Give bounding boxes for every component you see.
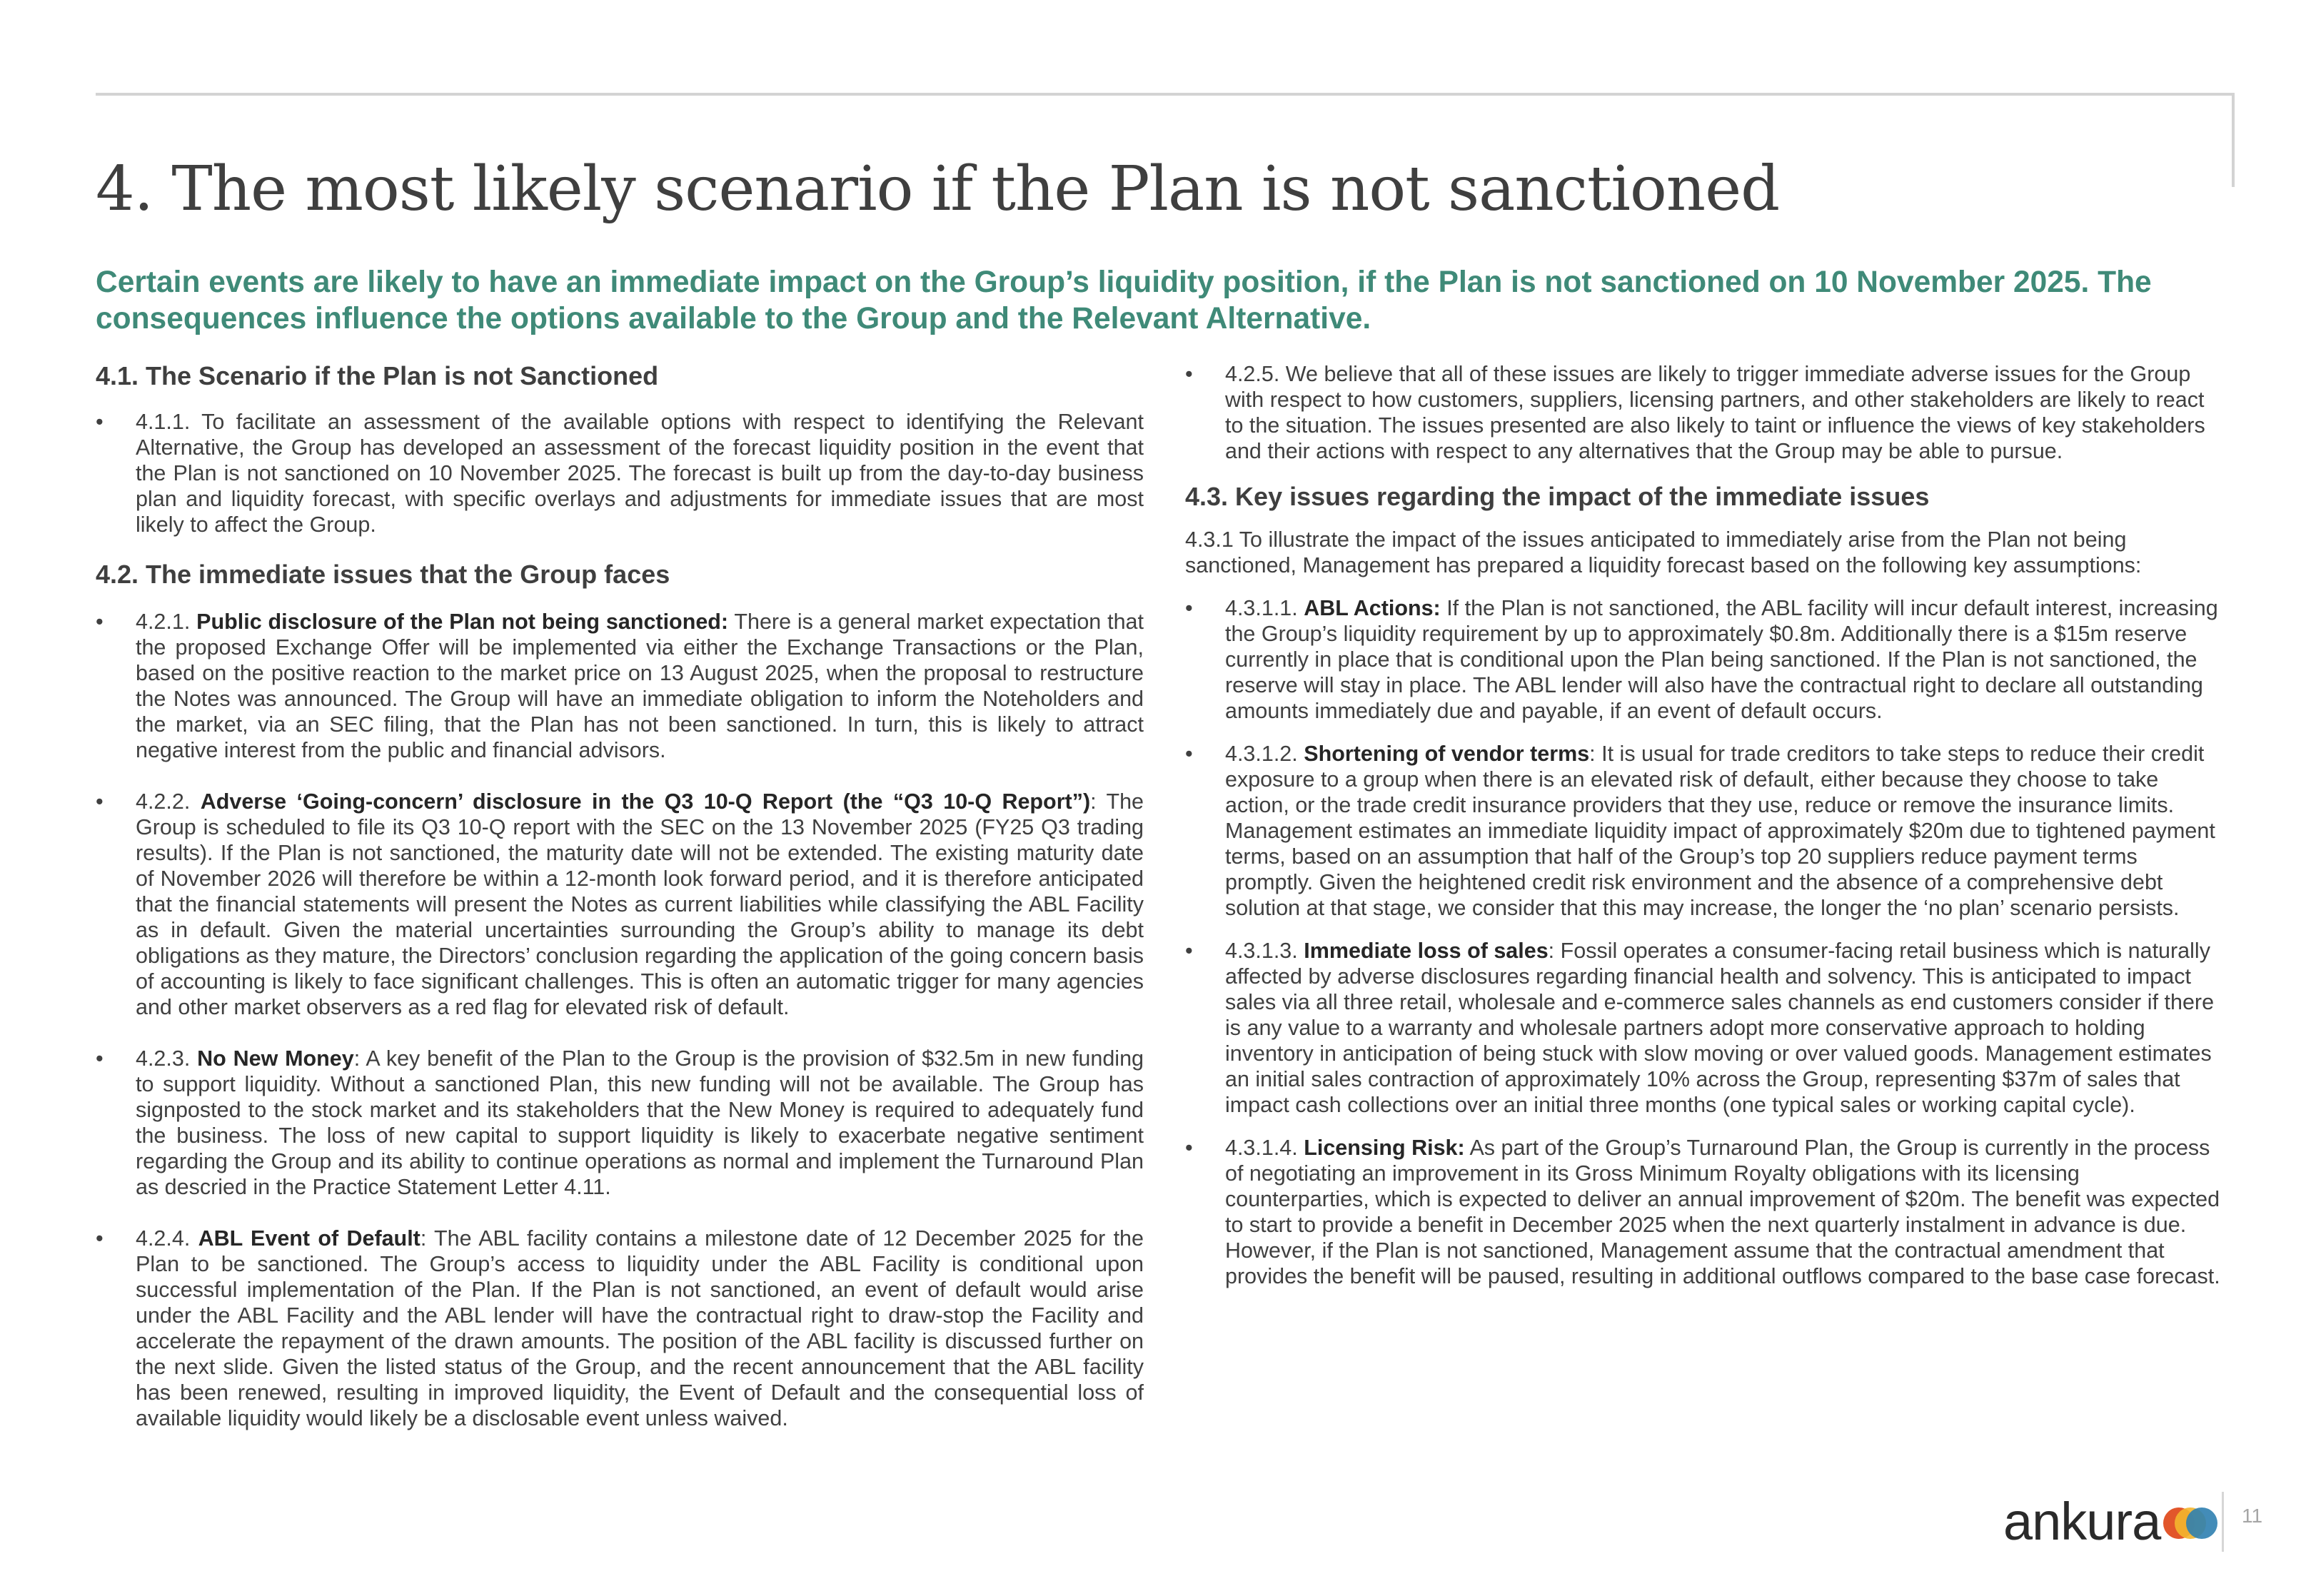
bullet-4-3-1-4 (1185, 1135, 2224, 1289)
footer-divider (2222, 1492, 2224, 1552)
right-column (1185, 361, 2224, 1289)
bullet-4-3-1-1 (1185, 595, 2224, 724)
bullet-text: : The Group is scheduled to file its Q3 10-Q report with the SEC on the 13 November 2025 (FY25 Q3 trading results). If the Plan is not sanctioned, the maturity date will not be extended. The existing maturity date of November 2026 will therefore be within a 12-month look forward period, and it is therefore anticipated that the financial statements will present the Notes as current liabilities while classifying the ABL Facility as in default. Given the material uncertainties surrounding the Group’s ability to manage its debt obligations as they mature, the Directors’ conclusion regarding the application of the going concern basis of accounting is likely to face significant challenges. This is often an automatic trigger for many agencies and other market observers as a red flag for elevated risk of default. (136, 789, 1144, 1019)
bullet-4-3-1-2 (1185, 741, 2224, 921)
logo-circle-3 (2186, 1507, 2217, 1539)
logo-mark-icon (2162, 1503, 2219, 1543)
bullet-4-3-1-3 (1185, 938, 2224, 1118)
bullet-lead: No New Money (197, 1046, 354, 1071)
top-rule-right-edge (2232, 93, 2235, 187)
bullet-lead: Shortening of vendor terms (1304, 742, 1590, 766)
bullet-4-2-1 (96, 609, 1144, 763)
bullet-4-2-2 (96, 789, 1144, 1020)
ankura-logo (2003, 1492, 2217, 1552)
bullet-4-2-5: • 4.2.5. We believe that all of these issues are likely to trigger immediate adverse issues for the Group with respect to how customers, suppliers, licensing partners, and other stakeholders are likely to react to the situation. The issues presented are also likely to taint or influence the views of key stakeholders and their actions with respect to any alternatives that the Group may be able to pursue. (1185, 361, 2224, 464)
logo-wordmark: ankura (2003, 1492, 2161, 1551)
bullet-lead: Immediate loss of sales (1304, 939, 1549, 963)
bullet-text: : Fossil operates a consumer-facing retail business which is naturally affected by adverse disclosures regarding financial health and solvency. This is anticipated to impact sales via all three retail, wholesale and e-commerce sales channels as end customers consider if there is any value to a warranty and wholesale partners adopt more conservative approach to holding inventory in anticipation of being stuck with slow moving or over valued goods. Management estimates an initial sales contraction of approximately 10% across the Group, representing $37m of sales that impact cash collections over an initial three months (one typical sales or working capital cycle). (1225, 939, 2215, 1117)
bullet-number: 4.2.2. (136, 789, 201, 814)
top-rule (96, 93, 2235, 96)
bullet-lead: Adverse ‘Going-concern’ disclosure in the Q3 10-Q Report (the “Q3 10-Q Report”) (200, 789, 1091, 814)
bullet-number: 4.3.1.3. (1225, 939, 1304, 963)
bullet-number: 4.3.1.1. (1225, 596, 1304, 620)
bullet-number: 4.2.4. (136, 1226, 198, 1251)
bullet-text: : It is usual for trade creditors to take steps to reduce their credit exposure to a group when there is an elevated risk of default, either because they choose to take action, or the trade credit insurance providers that they use, reduce or remove the insurance limits. Management estimates an immediate liquidity impact of approximately $20m due to tightened payment terms, based on an assumption that half of the Group’s top 20 suppliers reduce payment terms promptly. Given the heightened credit risk environment and the absence of a comprehensive debt solution at that stage, we consider that this may increase, the longer the ‘no plan’ scenario persists. (1225, 742, 2215, 920)
page-subtitle: Certain events are likely to have an immediate impact on the Group’s liquidity position, if the Plan is not sanctioned on 10 November 2025. The consequences influence the options available to the Group and the Relevant Alternative. (96, 266, 2152, 335)
bullet-4-1-1: • 4.1.1. To facilitate an assessment of the available options with respect to identifying the Relevant Alternative, the Group has developed an assessment of the forecast liquidity position in the event that the Plan is not sanctioned on 10 November 2025. The forecast is built up from the day-to-day business plan and liquidity forecast, with specific overlays and adjustments for immediate issues that are most likely to affect the Group. (96, 409, 1144, 537)
page-number: 11 (2242, 1505, 2263, 1527)
bullet-number: 4.3.1.4. (1225, 1136, 1304, 1160)
bullet-number: 4.3.1.2. (1225, 742, 1304, 766)
section-heading-4-3: 4.3. Key issues regarding the impact of the immediate issues (1185, 482, 1930, 511)
page-title: 4. The most likely scenario if the Plan is not sanctioned (96, 153, 1780, 225)
section-heading-4-2: 4.2. The immediate issues that the Group faces (96, 560, 670, 589)
bullet-lead: Licensing Risk: (1304, 1136, 1465, 1160)
bullet-lead: ABL Event of Default (198, 1226, 421, 1251)
bullet-lead: Public disclosure of the Plan not being sanctioned: (196, 610, 729, 634)
bullet-text: There is a general market expectation that the proposed Exchange Offer will be implemented via either the Exchange Transactions or the Plan, based on the positive reaction to the market price on 13 August 2025, when the proposal to restructure the Notes was announced. The Group will have an immediate obligation to inform the Noteholders and the market, via an SEC filing, that the Plan has not been sanctioned. In turn, this is likely to attract negative interest from the public and financial advisors. (136, 610, 1144, 762)
bullet-text: If the Plan is not sanctioned, the ABL facility will incur default interest, increasing the Group’s liquidity requirement by up to approximately $0.8m. Additionally there is a $15m reserve currently in place that is conditional upon the Plan being sanctioned. If the Plan is not sanctioned, the reserve will stay in place. The ABL lender will also have the contractual right to declare all outstanding amounts immediately due and payable, if an event of default occurs. (1225, 596, 2218, 723)
bullet-4-2-4 (96, 1226, 1144, 1431)
bullet-text: : The ABL facility contains a milestone date of 12 December 2025 for the Plan to be sanctioned. The Group’s access to liquidity under the ABL Facility is conditional upon successful implementation of the Plan. If the Plan is not sanctioned, an event of default would arise under the ABL Facility and the ABL lender will have the contractual right to draw-stop the Facility and accelerate the repayment of the drawn amounts. The position of the ABL facility is discussed further on the next slide. Given the listed status of the Group, and the recent announcement that the ABL facility has been renewed, resulting in improved liquidity, the Event of Default and the consequential loss of available liquidity would likely be a disclosable event unless waived. (136, 1226, 1144, 1430)
bullet-4-2-3 (96, 1046, 1144, 1200)
bullet-lead: ABL Actions: (1304, 596, 1441, 620)
paragraph-4-3-1: 4.3.1 To illustrate the impact of the issues anticipated to immediately arise from the Plan not being sanctioned, Management has prepared a liquidity forecast based on the following key assumptions: (1185, 527, 2142, 577)
left-column (96, 360, 1144, 1431)
bullet-text: As part of the Group’s Turnaround Plan, the Group is currently in the process of negotiating an improvement in its Gross Minimum Royalty obligations with its licensing counterparties, which is expected to deliver an annual improvement of $20m. The benefit was expected to start to provide a benefit in December 2025 when the next quarterly instalment in advance is due. However, if the Plan is not sanctioned, Management assume that the contractual amendment that provides the benefit will be paused, resulting in additional outflows compared to the base case forecast. (1225, 1136, 2220, 1288)
bullet-text: : A key benefit of the Plan to the Group is the provision of $32.5m in new funding to support liquidity. Without a sanctioned Plan, this new funding will not be available. The Group has signposted to the stock market and its stakeholders that the New Money is required to adequately fund the business. The loss of new capital to support liquidity is likely to exacerbate negative sentiment regarding the Group and its ability to continue operations as normal and implement the Turnaround Plan as descried in the Practice Statement Letter 4.11. (136, 1046, 1144, 1199)
bullet-number: 4.2.3. (136, 1046, 198, 1071)
bullet-number: 4.2.1. (136, 610, 197, 634)
section-heading-4-1: 4.1. The Scenario if the Plan is not Sanctioned (96, 361, 659, 390)
